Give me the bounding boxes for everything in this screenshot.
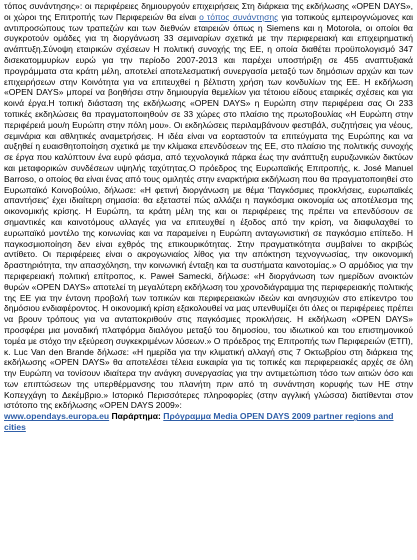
- appendix-label: Παράρτημα:: [109, 411, 161, 422]
- article-paragraph: [4, 1, 413, 411]
- opendays-site-link[interactable]: www.opendays.europa.eu: [4, 411, 110, 422]
- article-footer: [4, 411, 413, 433]
- meeting-place-link[interactable]: ο τόπος συνάντησης: [199, 11, 279, 22]
- article-text-main: για τοπικούς εμπειρογνώμονες και αντιπροσώπους των τραπεζών και των διεθνών εταιρειών όπως η Siemens και η Motorola, οι οποίοι θα συγκροτούν ομάδες για τη διοργάνωση 33 σεμιναρίων σχετικά με την περιφερειακή και επιχειρηματική ανάπτυξη.Σύνοψη εταιρικών σχέσεων Η πολιτική συνοχής της ΕΕ, η οποία διαθέτει προϋπολογισμό 347 δισεκατομμυρίων ευρώ για την περίοδο 2007-2013 και παρέχει υποστήριξη σε 455 αναπτυξιακά προγράμματα στα κράτη μέλη, αποτελεί αποτελεσματική συνεργασία μεταξύ των δημόσιων αρχών και των επιχειρήσεων στην Κοινότητα για να επιτευχθεί η βέλτιστη χρήση των κονδυλίων της ΕΕ. Η εκδήλωση «OPEN DAYS» μπορεί να βοηθήσει στην δημιουργία θεμελίων για τέτοιου είδους εταιρικές σχέσεις και για κοινά έργα.Η τοπική διάσταση της εκδήλωσης «OPEN DAYS» η Ευρώπη στην περιφέρεια σας Οι 233 τοπικές εκδηλώσεις θα πραγματοποιηθούν σε 33 χώρες στο πλαίσιο της πρωτοβουλίας «Η Ευρώπη στην περιφέρειά μου/η Ευρώπη στην πόλη μου». Οι εκδηλώσεις περιλαμβάνουν φεστιβάλ, συζητήσεις για νέους, σεμινάρια και αθλητικές αναμετρήσεις. Η ιδέα είναι να εορταστούν τα επιτεύγματα της Ευρώπης και να αυξηθεί η ευαισθητοποίηση σχετικά με την κλίμακα επενδύσεων της ΕΕ, στο πλαίσιο της πολιτικής συνοχής σε έργα που καλύπτουν ένα ευρύ φάσμα, από τεχνολογικά πάρκα έως την ανάπτυξη ευρυζωνικών δικτύων και μεταφορικών συνδέσεων υψηλής ταχύτητας.Ο πρόεδρος της Ευρωπαϊκής Επιτροπής, κ. José Manuel Barroso, ο οποίος θα είναι ένας από τους ομιλητές στην εναρκτήρια εκδήλωση που θα πραγματοποιηθεί στο Ευρωπαϊκό Κοινοβούλιο, δήλωσε: «Η φετινή διοργάνωση με θέμα 'Παγκόσμιες προκλήσεις, ευρωπαϊκές απαντήσεις' έχει ιδιαίτερη σημασία: θα εξεταστεί πώς αλλάζει η παγκόσμια οικονομία ως αποτέλεσμα της οικονομικής κρίσης. Η Ευρώπη, τα κράτη μέλη της και οι περιφέρειες της πρέπει να επενδύσουν σε σημαντικές και καινοτόμους αλλαγές για να επιτευχθεί η έξοδος από την κρίση, να διαφυλαχθεί το ευρωπαϊκό μοντέλο της κοινωνίας και να παραμείνει η Ευρώπη ανταγωνιστική σε παγκόσμιο επίπεδο. Η παγκοσμιοποίηση δεν είναι εχθρός της επικουρικότητας. Στην πραγματικότητα συμβαίνει το ακριβώς αντίθετο. Οι περιφέρειες είναι ο ακρογωνιαίος λίθος για την απόκτηση τεχνογνωσίας, την οικονομική δραστηριότητα, την απασχόληση, την κοινωνική ένταξη και τα συστήματα καινοτομίας.» Ο αρμόδιος για την περιφερειακή πολιτική επίτροπος, κ. Paweł Samecki, δήλωσε: «Η διοργάνωση των ημερίδων ανοικτών θυρών «OPEN DAYS» αποτελεί τη μεγαλύτερη εκδήλωση του χρονοδιάγραμμα της περιφερειακής πολιτικής της ΕΕ για την έντονη προβολή των τοπικών και περιφερειακών ιδεών και ανησυχιών στο επίκεντρο του δημόσιου ενδιαφέροντος. Η οικονομική κρίση εξακολουθεί να μας υπενθυμίζει ότι όλες οι περιφέρειες πρέπει να βρουν τρόπους για να ανταποκριθούν στις παγκόσμιες προκλήσεις. Η εκδήλωση «OPEN DAYS» προσφέρει μια μοναδική πλατφόρμα διαλόγου μεταξύ του δημοσίου, του ιδιωτικού και του επιστημονικού τομέα με στόχο την εξεύρεση συγκεκριμένων λύσεων.» Ο πρόεδρος της Επιτροπής των Περιφερειών (ΕΤΠ), κ. Luc Van den Brande δήλωσε: «Η ημερίδα για την κλιματική αλλαγή στις 7 Οκτωβρίου στη διάρκεια της εκδήλωσης «OPEN DAYS» θα αποτελέσει τέλεια ευκαιρία για τις τοπικές και περιφερειακές αρχές σε όλη την Ευρώπη να τονίσουν ιδιαίτερα την ανάγκη συνεργασίας για την αντιμετώπιση τόσο των αιτιών όσο και των επιπτώσεων της υπερθέρμανσης του πλανήτη πριν από τη συνάντηση κορυφής των ΗΕ στην Κοπεγχάγη το Δεκέμβριο.» Ιστορικό Περισσότερες πληροφορίες (στην αγγλική γλώσσα) διατίθενται στον ιστότοπο της εκδήλωσης «OPEN DAYS 2009»:: [4, 11, 414, 411]
- article-text-intro: τόπος συνάντησης»: οι περιφέρειες δημιουργούν επιχειρήσεις Στη διάρκεια της εκδήλωσης «OPEN DAYS», οι χώροι της Επιτροπής των Περιφερειών θα είναι: [4, 1, 413, 22]
- media-programme-link[interactable]: Πρόγραμμα Media OPEN DAYS 2009 partner regions and cities: [4, 411, 394, 433]
